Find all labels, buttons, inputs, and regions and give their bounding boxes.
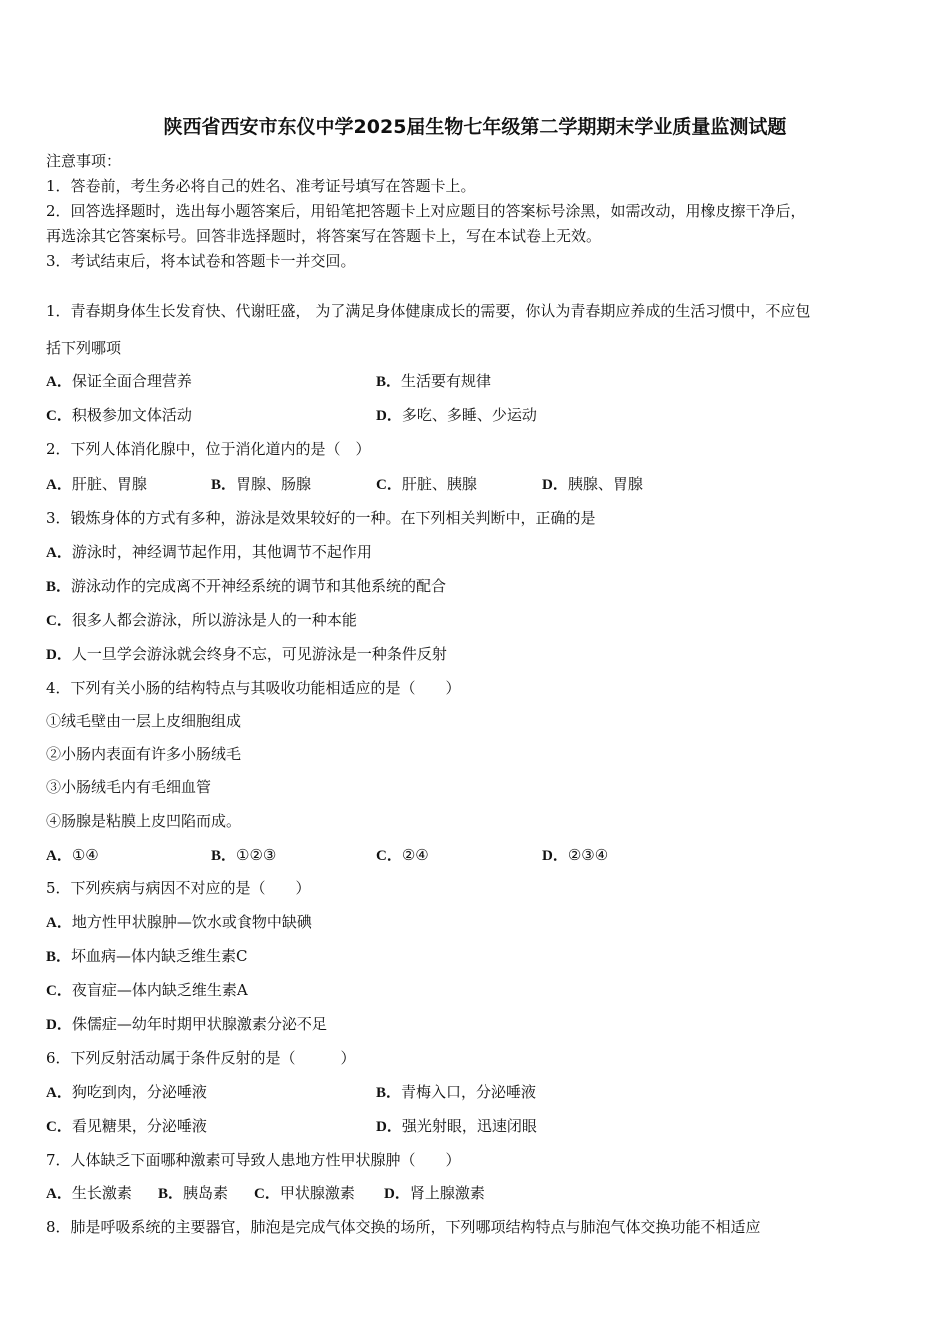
page-title: 陕西省西安市东仪中学2025届生物七年级第二学期期末学业质量监测试题 (163, 116, 787, 138)
option-text: 多吃、多睡、少运动 (401, 406, 537, 424)
option-d (542, 845, 608, 866)
option-d (46, 1014, 327, 1035)
option-b (376, 1082, 536, 1103)
option-text: 坏血病—体内缺乏维生素C (71, 947, 248, 965)
option-d (384, 1183, 485, 1204)
option-b (46, 576, 446, 597)
option-text: 人一旦学会游泳就会终身不忘，可见游泳是一种条件反射 (71, 645, 447, 663)
option-text: 青梅入口，分泌唾液 (401, 1083, 537, 1101)
option-text: 积极参加文体活动 (71, 406, 192, 424)
option-a (46, 371, 192, 392)
option-text: 胰腺、胃腺 (567, 475, 643, 493)
option-label: A． (46, 915, 72, 931)
option-label: C． (376, 848, 402, 864)
option-text: 游泳时，神经调节起作用，其他调节不起作用 (71, 543, 372, 561)
notice-heading: 注意事项： (46, 152, 122, 170)
option-d (376, 405, 537, 426)
option-c (46, 405, 192, 426)
option-text: 地方性甲状腺肿—饮水或食物中缺碘 (71, 913, 312, 931)
option-label: A． (46, 545, 72, 561)
option-label: A． (46, 374, 72, 390)
question-4-stem: 4．下列有关小肠的结构特点与其吸收功能相适应的是（ ） (46, 679, 461, 697)
option-label: A． (46, 1186, 72, 1202)
question-2-stem: 2．下列人体消化腺中，位于消化道内的是（ ） (46, 440, 371, 458)
option-a (46, 845, 99, 866)
question-5-stem: 5．下列疾病与病因不对应的是（ ） (46, 879, 311, 897)
option-label: C． (254, 1186, 280, 1202)
option-a (46, 474, 147, 495)
option-label: A． (46, 1085, 72, 1101)
question-6-stem: 6．下列反射活动属于条件反射的是（ ） (46, 1049, 356, 1067)
notice-item: 3．考试结束后，将本试卷和答题卡一并交回。 (46, 252, 356, 270)
option-a (46, 1183, 132, 1204)
option-label: A． (46, 477, 72, 493)
option-c (46, 1116, 207, 1137)
option-label: B． (376, 374, 402, 390)
option-text: 甲状腺激素 (279, 1184, 355, 1202)
option-label: C． (46, 1119, 72, 1135)
statement: ②小肠内表面有许多小肠绒毛 (46, 745, 242, 763)
option-text: 肾上腺激素 (409, 1184, 485, 1202)
option-label: D． (384, 1186, 410, 1202)
option-label: D． (376, 408, 402, 424)
question-8-stem: 8．肺是呼吸系统的主要器官，肺泡是完成气体交换的场所，下列哪项结构特点与肺泡气体交换功能不相适应 (46, 1218, 761, 1236)
statement: ④肠腺是粘膜上皮凹陷而成。 (46, 812, 242, 830)
option-b (211, 845, 276, 866)
option-b (46, 946, 248, 967)
question-1-stem: 括下列哪项 (46, 339, 122, 357)
option-text: 肝脏、胃腺 (71, 475, 147, 493)
question-3-stem: 3．锻炼身体的方式有多种，游泳是效果较好的一种。在下列相关判断中，正确的是 (46, 509, 596, 527)
option-text: 保证全面合理营养 (71, 372, 192, 390)
option-label: B． (211, 477, 237, 493)
notice-item: 再选涂其它答案标号。回答非选择题时，将答案写在答题卡上，写在本试卷上无效。 (46, 227, 602, 245)
option-text: ①④ (71, 846, 99, 864)
option-label: D． (542, 848, 568, 864)
notice-item: 1．答卷前，考生务必将自己的姓名、准考证号填写在答题卡上。 (46, 177, 476, 195)
option-d (542, 474, 643, 495)
option-label: C． (376, 477, 402, 493)
question-7-stem: 7．人体缺乏下面哪种激素可导致人患地方性甲状腺肿（ ） (46, 1151, 461, 1169)
option-b (376, 371, 491, 392)
option-d (376, 1116, 537, 1137)
option-c (254, 1183, 355, 1204)
option-text: 肝脏、胰腺 (401, 475, 477, 493)
option-c (46, 980, 248, 1001)
option-text: 狗吃到肉，分泌唾液 (71, 1083, 207, 1101)
option-a (46, 912, 312, 933)
statement: ③小肠绒毛内有毛细血管 (46, 778, 212, 796)
notice-item: 2．回答选择题时，选出每小题答案后，用铅笔把答题卡上对应题目的答案标号涂黑，如需改动，用橡皮擦干净后， (46, 202, 806, 220)
option-d (46, 644, 447, 665)
option-text: 很多人都会游泳，所以游泳是人的一种本能 (71, 611, 357, 629)
option-label: B． (211, 848, 237, 864)
option-text: ①②③ (236, 846, 277, 864)
option-text: ②③④ (567, 846, 609, 864)
option-label: A． (46, 848, 72, 864)
option-label: B． (46, 579, 72, 595)
option-label: C． (46, 613, 72, 629)
option-text: ②④ (401, 846, 429, 864)
question-1-stem: 1．青春期身体生长发育快、代谢旺盛， 为了满足身体健康成长的需要，你认为青春期应养成的生活习惯中，不应包 (46, 302, 811, 320)
option-text: 侏儒症—幼年时期甲状腺激素分泌不足 (71, 1015, 327, 1033)
option-text: 生长激素 (71, 1184, 132, 1202)
statement: ①绒毛壁由一层上皮细胞组成 (46, 712, 242, 730)
option-label: B． (376, 1085, 402, 1101)
option-a (46, 542, 372, 563)
option-text: 夜盲症—体内缺乏维生素A (71, 981, 248, 999)
option-c (376, 474, 477, 495)
option-text: 看见糖果，分泌唾液 (71, 1117, 207, 1135)
option-text: 胃腺、肠腺 (236, 475, 312, 493)
option-c (46, 610, 357, 631)
option-text: 游泳动作的完成离不开神经系统的调节和其他系统的配合 (71, 577, 447, 595)
option-label: D． (376, 1119, 402, 1135)
option-c (376, 845, 429, 866)
option-text: 强光射眼，迅速闭眼 (401, 1117, 537, 1135)
option-text: 胰岛素 (183, 1184, 229, 1202)
option-label: B． (46, 949, 72, 965)
option-label: D． (542, 477, 568, 493)
option-label: D． (46, 647, 72, 663)
option-label: D． (46, 1017, 72, 1033)
option-text: 生活要有规律 (401, 372, 492, 390)
option-b (211, 474, 311, 495)
option-label: B． (158, 1186, 184, 1202)
option-label: C． (46, 983, 72, 999)
option-label: C． (46, 408, 72, 424)
option-a (46, 1082, 207, 1103)
option-b (158, 1183, 228, 1204)
